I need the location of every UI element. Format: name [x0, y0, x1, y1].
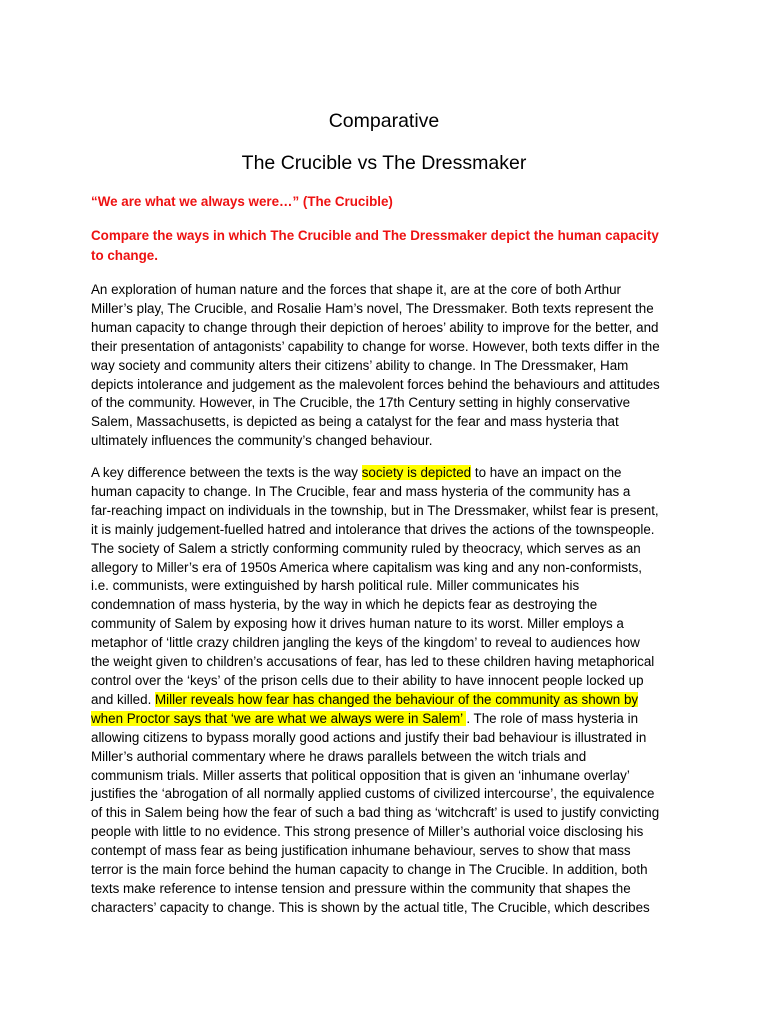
paragraph-line: terror is the main force behind the human capacity to change in The Crucible. In addition, both: [91, 862, 648, 878]
paragraph-line: allowing citizens to bypass morally good actions and justify their bad behaviour is illustrated in: [91, 729, 647, 745]
paragraph-line: characters’ capacity to change. This is shown by the actual title, The Crucible, which describes: [91, 899, 650, 915]
paragraph-line: of the community. However, in The Crucible, the 17th Century setting in highly conservative: [91, 395, 631, 411]
essay-prompt-line: to change.: [91, 248, 158, 263]
paragraph-line: [91, 464, 691, 483]
document-subtitle: The Crucible vs The Dressmaker: [241, 152, 527, 174]
paragraph-line: [91, 691, 691, 710]
paragraph-line: community of Salem by exposing how it drives human nature to its worst. Miller employs a: [91, 616, 624, 632]
paragraph-line: ultimately influences the community’s changed behaviour.: [91, 433, 433, 449]
text-run: to have an impact on the: [471, 465, 622, 480]
paragraph-line: way society and community alters their citizens’ ability to change. In The Dressmaker, Ham: [91, 357, 629, 373]
paragraph-introduction: [91, 281, 691, 451]
paragraph-line: [91, 710, 691, 729]
epigraph-quote: “We are what we always were…” (The Crucible): [91, 194, 393, 209]
paragraph-line: human capacity to change through their depiction of heroes’ ability to improve for the better, and: [91, 319, 659, 335]
paragraph-line: i.e. communists, were extinguished by harsh political rule. Miller communicates his: [91, 578, 580, 594]
paragraph-line: it is mainly judgement-fuelled hatred and intolerance that drives the actions of the townspeople.: [91, 521, 655, 537]
paragraph-line: condemnation of mass hysteria, by the way in which he depicts fear as destroying the: [91, 597, 598, 613]
text-run: . The role of mass hysteria in: [466, 710, 639, 726]
paragraph-line: depicts intolerance and judgement as the malevolent forces behind the behaviours and attitudes: [91, 376, 660, 392]
paragraph-line: An exploration of human nature and the forces that shape it, are at the core of both Arthur: [91, 282, 622, 297]
paragraph-line: of this in Salem being how the fear of such a bad thing as ‘witchcraft’ is used to justify convicting: [91, 805, 660, 821]
paragraph-line: Miller’s play, The Crucible, and Rosalie Ham’s novel, The Dressmaker. Both texts represent the: [91, 300, 654, 316]
essay-prompt: [91, 226, 681, 266]
paragraph-body: [91, 464, 691, 918]
paragraph-line: the weight given to children’s accusations of fear, has led to these children having metaphorical: [91, 654, 655, 670]
highlighted-text: Miller reveals how fear has changed the behaviour of the community as shown by: [155, 691, 639, 707]
paragraph-line: Salem, Massachusetts, is depicted as being a catalyst for the fear and mass hysteria that: [91, 414, 619, 430]
highlighted-text: when Proctor says that ‘we are what we always were in Salem’: [91, 710, 467, 726]
paragraph-line: their presentation of antagonists’ capability to change for worse. However, both texts differ in the: [91, 338, 660, 354]
paragraph-line: justifies the ‘abrogation of all normally applied customs of civilized intercourse’, the equivalence: [91, 786, 655, 802]
paragraph-line: The society of Salem a strictly conforming community ruled by theocracy, which serves as an: [91, 540, 641, 556]
paragraph-line: far-reaching impact on individuals in the township, but in The Dressmaker, whilst fear is present,: [91, 502, 659, 518]
paragraph-line: human capacity to change. In The Crucible, fear and mass hysteria of the community has a: [91, 483, 631, 499]
essay-prompt-line: Compare the ways in which The Crucible and The Dressmaker depict the human capacity: [91, 228, 659, 243]
paragraph-line: contempt of mass fear as being justification inhumane behaviour, serves to show that mass: [91, 843, 631, 859]
paragraph-line: metaphor of ‘little crazy children jangling the keys of the kingdom’ to reveal to audiences how: [91, 635, 640, 651]
paragraph-line: Miller’s authorial commentary where he draws parallels between the witch trials and: [91, 748, 587, 764]
paragraph-line: people with little to no evidence. This strong presence of Miller’s authorial voice disclosing his: [91, 824, 644, 840]
paragraph-line: texts make reference to intense tension and pressure within the community that shapes the: [91, 880, 631, 896]
paragraph-line: communism trials. Miller asserts that political opposition that is given an ‘inhumane overlay’: [91, 767, 630, 783]
paragraph-line: allegory to Miller’s era of 1950s America where capitalism was king and any non-conformists,: [91, 559, 643, 575]
text-run: and killed.: [91, 691, 156, 707]
document-title: Comparative: [328, 110, 440, 132]
paragraph-line: control over the ‘keys’ of the prison cells due to their ability to have innocent people locked up: [91, 672, 644, 688]
highlighted-text: society is depicted: [361, 465, 472, 480]
text-run: A key difference between the texts is the way: [91, 465, 362, 480]
